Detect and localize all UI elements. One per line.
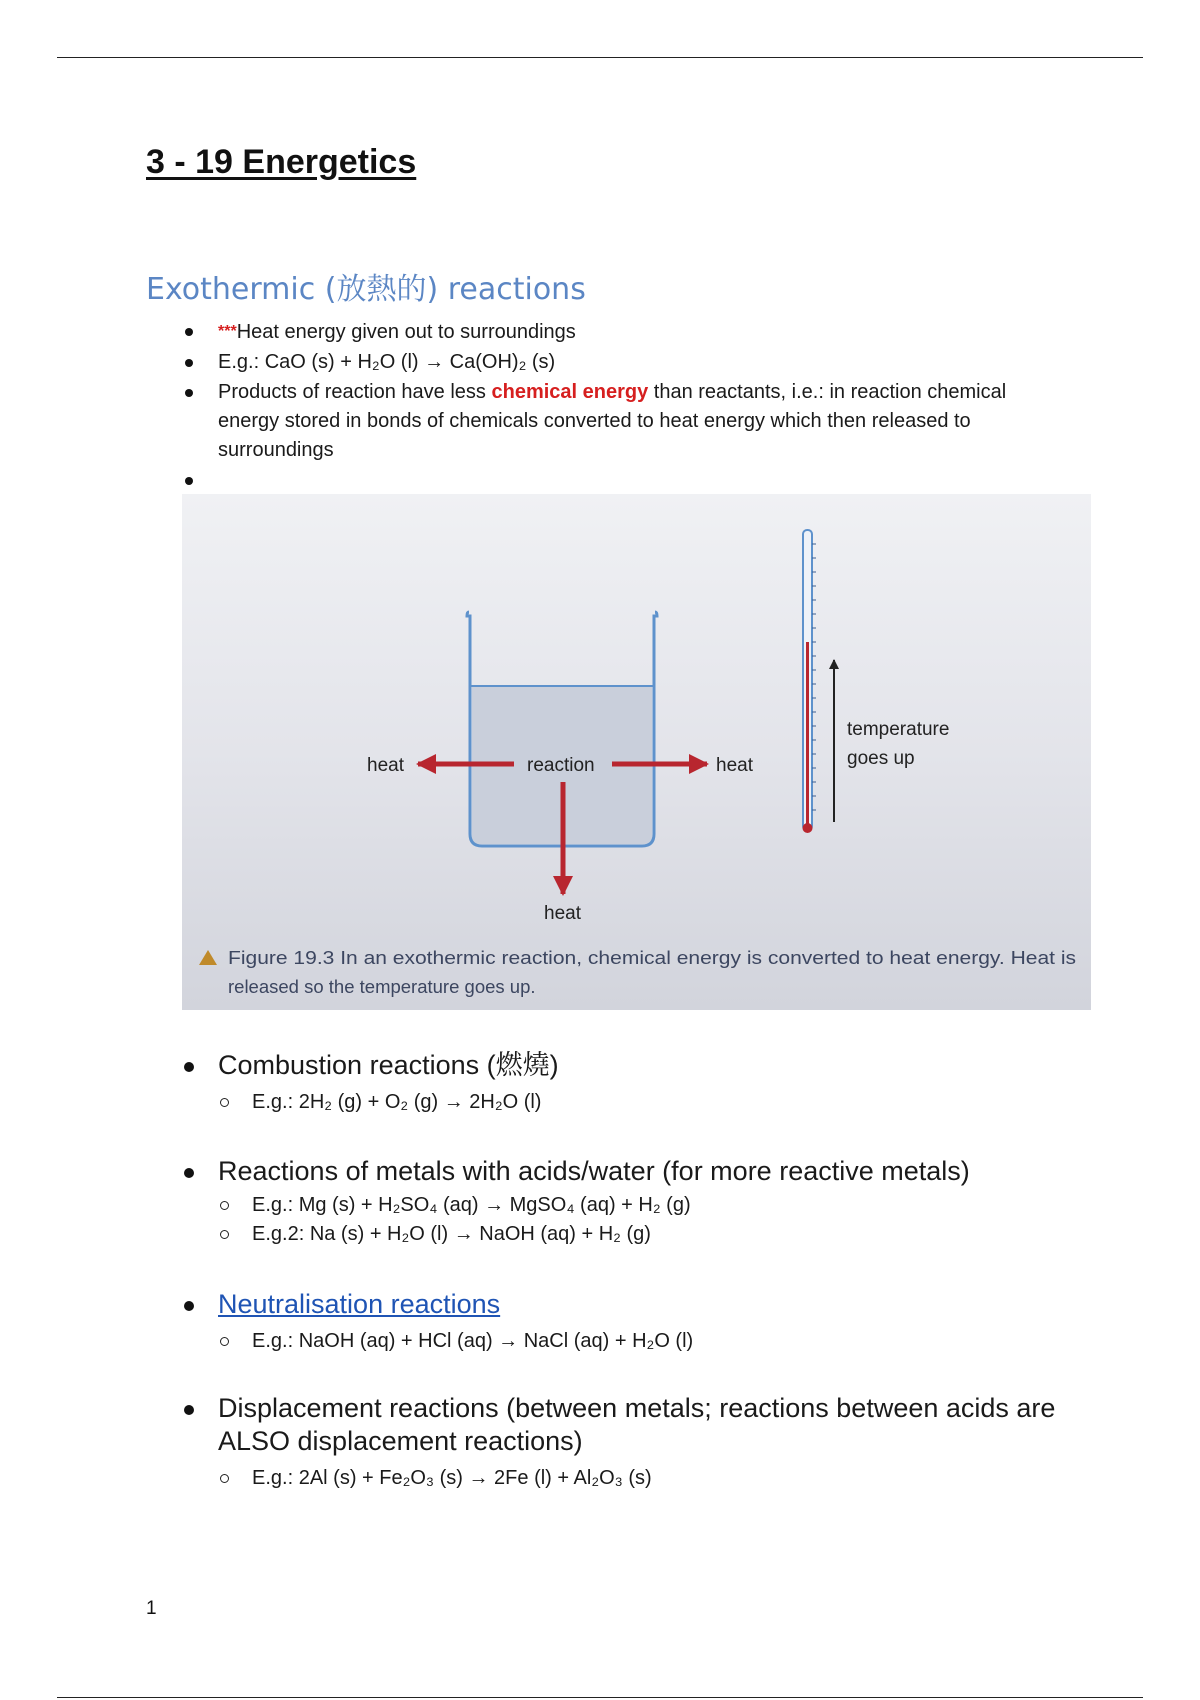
header-rule bbox=[57, 57, 1143, 58]
list-item-text: Products of reaction have less bbox=[218, 381, 492, 403]
list-item: E.g.: 2H₂ (g) + O₂ (g) → 2H₂O (l) bbox=[180, 1088, 1060, 1117]
list-item bbox=[180, 1155, 1060, 1249]
footer-rule bbox=[57, 1697, 1143, 1698]
displacement-heading: Displacement reactions (between metals; reactions between acids are ALSO displacement reactions) bbox=[218, 1393, 1056, 1456]
combustion-examples bbox=[180, 1088, 1060, 1117]
list-item bbox=[180, 348, 1060, 377]
page-title: 3 - 19 Energetics bbox=[146, 143, 417, 181]
list-item: E.g.2: Na (s) + H₂O (l) → NaOH (aq) + H₂ (g) bbox=[180, 1220, 1060, 1249]
metals-heading: Reactions of metals with acids/water (for more reactive metals) bbox=[218, 1156, 970, 1186]
page-number: 1 bbox=[146, 1598, 157, 1619]
list-item-text: E.g.: CaO (s) + H₂O (l) → Ca(OH)₂ (s) bbox=[218, 351, 556, 373]
important-marker: *** bbox=[218, 323, 237, 340]
list-item: E.g.: 2Al (s) + Fe₂O₃ (s) → 2Fe (l) + Al₂O₃ (s) bbox=[180, 1464, 1080, 1493]
list-item bbox=[180, 378, 1060, 465]
figure-caption-line2: released so the temperature goes up. bbox=[228, 976, 536, 997]
list-item-text: Heat energy given out to surroundings bbox=[236, 321, 576, 343]
goes-up-label: goes up bbox=[847, 748, 915, 769]
list-item: E.g.: NaOH (aq) + HCl (aq) → NaCl (aq) + H₂O (l) bbox=[180, 1327, 1060, 1356]
metals-examples bbox=[180, 1191, 1060, 1249]
neutralisation-section bbox=[180, 1288, 1060, 1356]
list-item bbox=[180, 466, 1060, 495]
combustion-section bbox=[180, 1049, 1060, 1117]
exothermic-figure bbox=[182, 494, 1091, 1010]
displacement-section bbox=[180, 1392, 1080, 1493]
neutralisation-examples bbox=[180, 1327, 1060, 1356]
emphasis-text: chemical energy bbox=[491, 381, 649, 403]
list-item-text: than reactants, i.e.: in reaction chemical energy stored in bonds of chemicals converted to heat energy which then released to surroundings bbox=[218, 381, 1007, 461]
heat-label-bottom: heat bbox=[544, 903, 581, 924]
reaction-label: reaction bbox=[527, 755, 595, 776]
list-item bbox=[180, 1049, 1060, 1117]
exothermic-heading: Exothermic (放熱的) reactions bbox=[146, 272, 586, 307]
list-item bbox=[180, 317, 1060, 347]
list-item: E.g.: Mg (s) + H₂SO₄ (aq) → MgSO₄ (aq) + H₂ (g) bbox=[180, 1191, 1060, 1220]
heat-label-left: heat bbox=[367, 755, 404, 776]
heat-label-right: heat bbox=[716, 755, 753, 776]
figure-caption-line1: Figure 19.3 In an exothermic reaction, chemical energy is converted to heat energy. Heat is bbox=[228, 947, 1076, 968]
list-item bbox=[180, 1288, 1060, 1356]
neutralisation-link[interactable]: Neutralisation reactions bbox=[218, 1289, 501, 1319]
combustion-heading: Combustion reactions (燃燒) bbox=[218, 1050, 559, 1080]
metals-section bbox=[180, 1155, 1060, 1249]
list-item bbox=[180, 1392, 1080, 1493]
exothermic-list bbox=[180, 317, 1060, 496]
temperature-label: temperature bbox=[847, 719, 950, 740]
displacement-examples bbox=[180, 1464, 1080, 1493]
